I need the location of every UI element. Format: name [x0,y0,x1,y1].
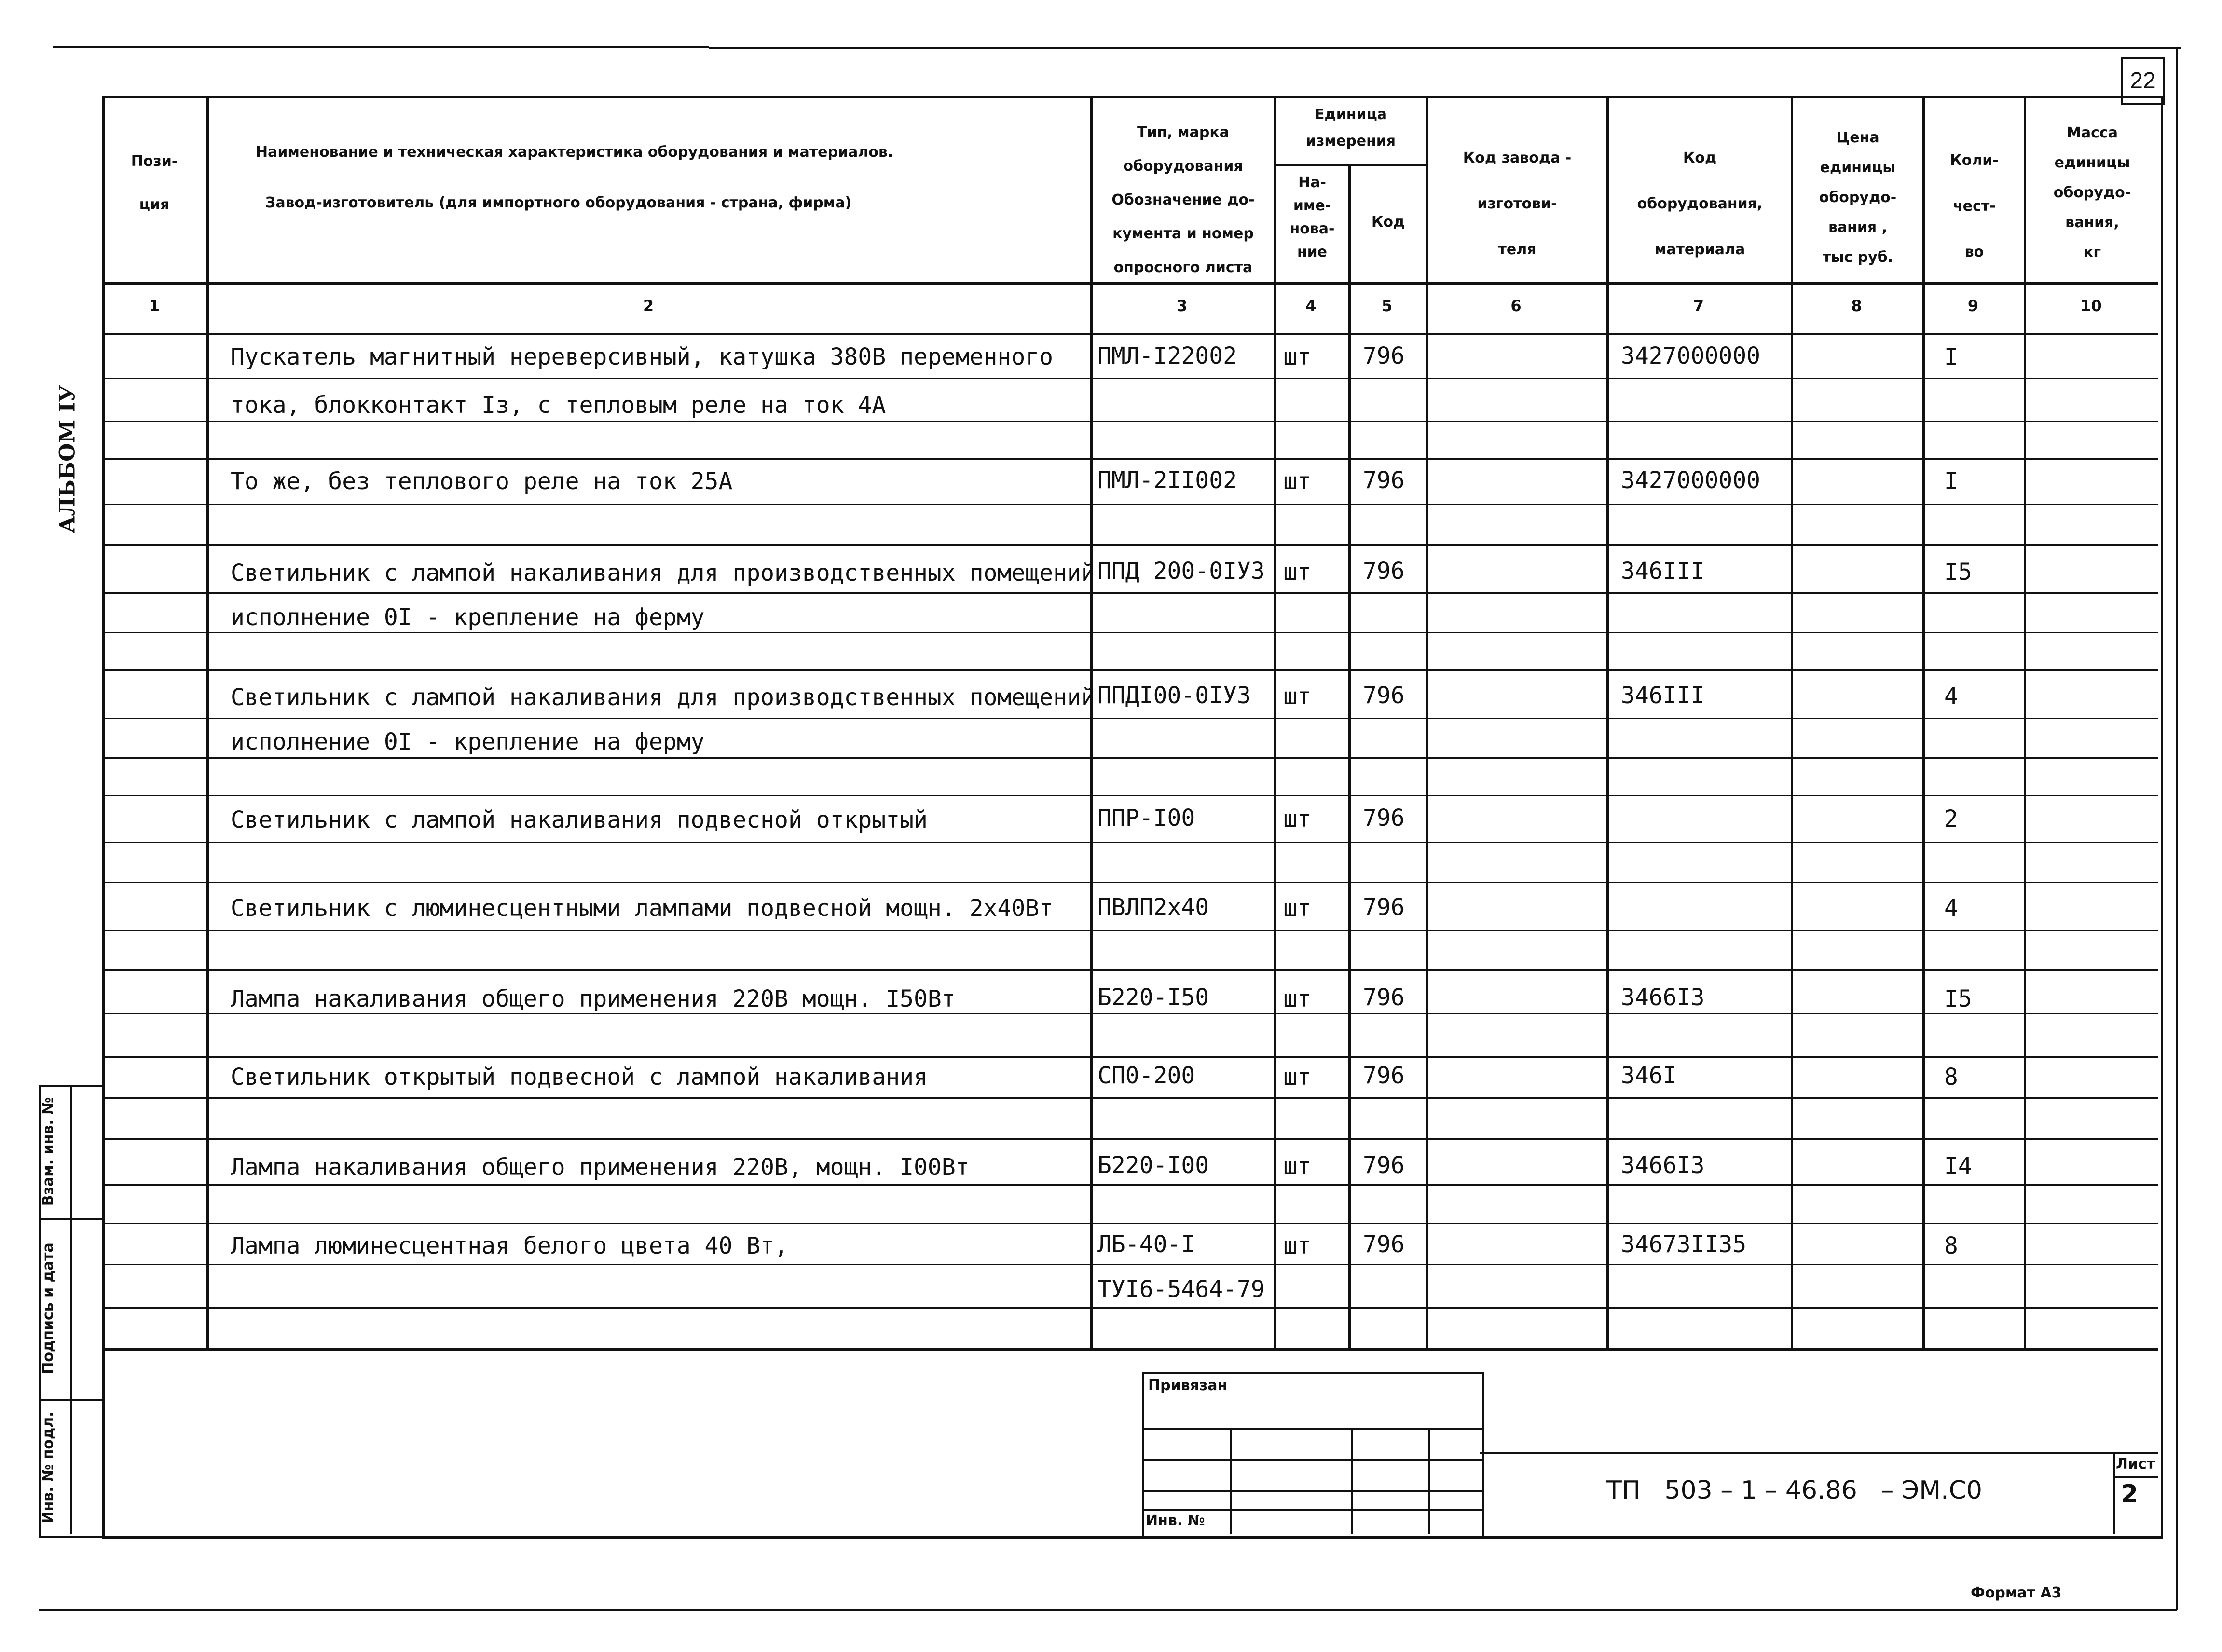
col-numbers-bottom-line [102,333,2158,335]
col-line-10 [2024,96,2026,1351]
row-unit: шт [1283,343,1311,370]
row-code: 796 [1363,984,1405,1011]
row-type: ППДI00-0IУ3 [1097,682,1251,709]
row-line [102,1223,2158,1224]
header-qty: Коли- чест- во [1950,152,1999,260]
header-type: Тип, марка оборудования Обозначение до- кумента и номер опросного листа [1111,124,1255,276]
header-unit: Единица измерения [1305,106,1396,150]
row-code: 796 [1363,1231,1405,1258]
row-code: 796 [1363,467,1405,494]
row-material: 3466I3 [1621,984,1705,1011]
row-line [102,458,2158,460]
privyazan-label: Привязан [1148,1377,1228,1394]
page-number: 22 [2130,68,2156,94]
table-body-bottom-line [102,1348,2158,1351]
title-block-top-line [1480,1452,2158,1454]
row-name: тока, блокконтакт Iз, с тепловым реле на ток 4А [231,392,886,419]
row-code: 796 [1363,894,1405,921]
row-qty: 4 [1944,895,1958,922]
inv-no-label: Инв. № [1146,1512,1205,1529]
col-line-9 [1922,96,1925,1351]
row-name: Пускатель магнитный нереверсивный, катушка 380В переменного [231,343,1054,370]
col-number-3: 3 [1176,297,1188,315]
row-line [102,421,2158,422]
header-material: Код оборудования, материала [1637,150,1763,258]
row-unit: шт [1283,1064,1311,1091]
row-code: 796 [1363,1062,1405,1089]
col-number-8: 8 [1851,297,1862,315]
row-unit: шт [1283,468,1311,495]
side-label-podpis: Подпись и дата [40,1242,57,1374]
row-unit: шт [1283,1153,1311,1180]
privyazan-stamp [1142,1372,1484,1536]
top-trim-line [53,46,709,48]
header-unit-name: На- име- нова- ние [1289,174,1335,260]
col-number-6: 6 [1510,297,1522,315]
row-qty: 4 [1944,683,1958,710]
left-stamp-row1 [39,1218,102,1220]
sheet-row-line [2113,1476,2158,1478]
col-number-10: 10 [2080,297,2102,315]
row-material: 346III [1621,558,1705,585]
col-line-2 [206,96,209,1351]
row-material: 3427000000 [1621,342,1760,369]
col-line-8 [1791,96,1793,1351]
row-line [102,1097,2158,1099]
document-designation: ТП 503 – 1 – 46.86 – ЭМ.С0 [1606,1476,1982,1505]
col-number-4: 4 [1305,297,1317,315]
bottom-trim-line [39,1609,2177,1611]
row-name: Светильник открытый подвесной с лампой накаливания [231,1064,928,1091]
row-qty: I5 [1944,559,1972,586]
row-name: Лампа накаливания общего применения 220В, мощн. I00Вт [231,1154,970,1181]
row-material: 346III [1621,682,1705,709]
row-line [102,504,2158,505]
row-type: Б220-I00 [1097,1152,1209,1179]
row-name: Светильник с лампой накаливания для производственных помещений [231,560,1095,587]
left-stamp-divider [70,1085,72,1534]
stamp-col-line [1230,1428,1232,1534]
header-mass: Масса единицы оборудо- вания, кг [2053,124,2131,261]
row-qty: I [1944,468,1958,495]
row-code: 796 [1363,805,1405,832]
row-material: 3427000000 [1621,467,1760,494]
col-number-7: 7 [1693,297,1704,315]
row-qty: I [1944,343,1958,370]
row-code: 796 [1363,1152,1405,1179]
row-name: Лампа люминесцентная белого цвета 40 Вт, [231,1232,788,1259]
format-label: Формат А3 [1971,1584,2062,1601]
row-code: 796 [1363,682,1405,709]
row-unit: шт [1283,1232,1311,1259]
stamp-col-line [1428,1428,1430,1534]
right-frame-line [2176,47,2178,1610]
row-qty: I5 [1944,985,1972,1012]
col-line-6 [1426,96,1428,1351]
col-line-7 [1606,96,1609,1351]
stamp-row-line [1142,1428,1482,1430]
col-line-3 [1090,96,1093,1351]
stamp-row-line [1142,1490,1482,1492]
row-line [102,969,2158,971]
row-unit: шт [1283,559,1311,586]
row-material: 3466I3 [1621,1152,1705,1179]
row-line [102,882,2158,883]
col-number-5: 5 [1381,297,1393,315]
row-name: Светильник с лампой накаливания для производственных помещений [231,684,1095,711]
row-type: ППР-I00 [1097,805,1195,832]
col-number-1: 1 [149,297,160,315]
sheet-label: Лист [2116,1456,2155,1473]
row-line [102,718,2158,719]
row-name: исполнение 0I - крепление на ферму [231,728,705,755]
row-unit: шт [1283,895,1311,922]
row-unit: шт [1283,985,1311,1012]
row-name: То же, без теплового реле на ток 25А [231,468,733,495]
row-name: Светильник с лампой накаливания подвесной открытый [231,806,928,833]
row-line [102,544,2158,546]
row-line [102,1138,2158,1140]
row-material: 346I [1621,1062,1677,1089]
row-line [102,1056,2158,1058]
row-type: ТУI6-5464-79 [1097,1276,1265,1303]
row-unit: шт [1283,806,1311,833]
row-line [102,795,2158,796]
row-type: Б220-I50 [1097,984,1209,1011]
row-qty: 8 [1944,1232,1958,1259]
row-type: ППД 200-0IУ3 [1097,558,1265,585]
row-line [102,842,2158,843]
row-line [102,378,2158,379]
row-name: исполнение 0I - крепление на ферму [231,604,705,631]
row-qty: 8 [1944,1064,1958,1091]
stamp-col-line [1351,1428,1353,1534]
row-material: 34673II35 [1621,1231,1747,1258]
header-factory: Код завода - изготови- теля [1463,150,1572,258]
row-name: Светильник с люминесцентными лампами подвесной мощн. 2х40Вт [231,895,1054,922]
row-line [102,930,2158,931]
row-type: ПМЛ-2II002 [1097,467,1237,494]
unit-header-divider [1274,164,1428,166]
header-price: Цена единицы оборудо- вания , тыс руб. [1819,129,1897,266]
album-label: АЛЬБОМ IУ [55,385,80,533]
row-qty: 2 [1944,806,1958,833]
row-qty: I4 [1944,1153,1972,1180]
stamp-row-line [1142,1509,1482,1511]
header-unit-code: Код [1371,214,1405,231]
stamp-row-line [1142,1459,1482,1461]
sheet-number: 2 [2121,1480,2139,1509]
row-line [102,669,2158,671]
top-frame-line [709,47,2181,49]
header-pos: Пози- ция [131,153,178,213]
row-line [102,1307,2158,1309]
row-unit: шт [1283,683,1311,710]
header-name-line1: Наименование и техническая характеристика оборудования и материалов. [256,144,893,161]
row-code: 796 [1363,558,1405,585]
row-type: ЛБ-40-I [1097,1231,1195,1258]
sheet-col-line [2113,1452,2115,1534]
row-line [102,632,2158,633]
row-line [102,1013,2158,1014]
row-line [102,592,2158,594]
side-label-vzam: Взам. инв. № [40,1097,57,1206]
col-line-4 [1274,96,1276,1351]
row-type: ПВЛП2х40 [1097,894,1209,921]
row-name: Лампа накаливания общего применения 220В мощн. I50Вт [231,985,956,1012]
row-code: 796 [1363,342,1405,369]
side-label-inv-podl: Инв. № подл. [40,1411,57,1524]
row-line [102,757,2158,759]
row-line [102,1264,2158,1265]
row-type: ПМЛ-I22002 [1097,342,1237,369]
row-type: СП0-200 [1097,1062,1195,1089]
row-line [102,1184,2158,1186]
col-number-9: 9 [1967,297,1979,315]
header-name-line2: Завод-изготовитель (для импортного оборудования - страна, фирма) [265,194,852,211]
col-number-2: 2 [643,297,654,315]
